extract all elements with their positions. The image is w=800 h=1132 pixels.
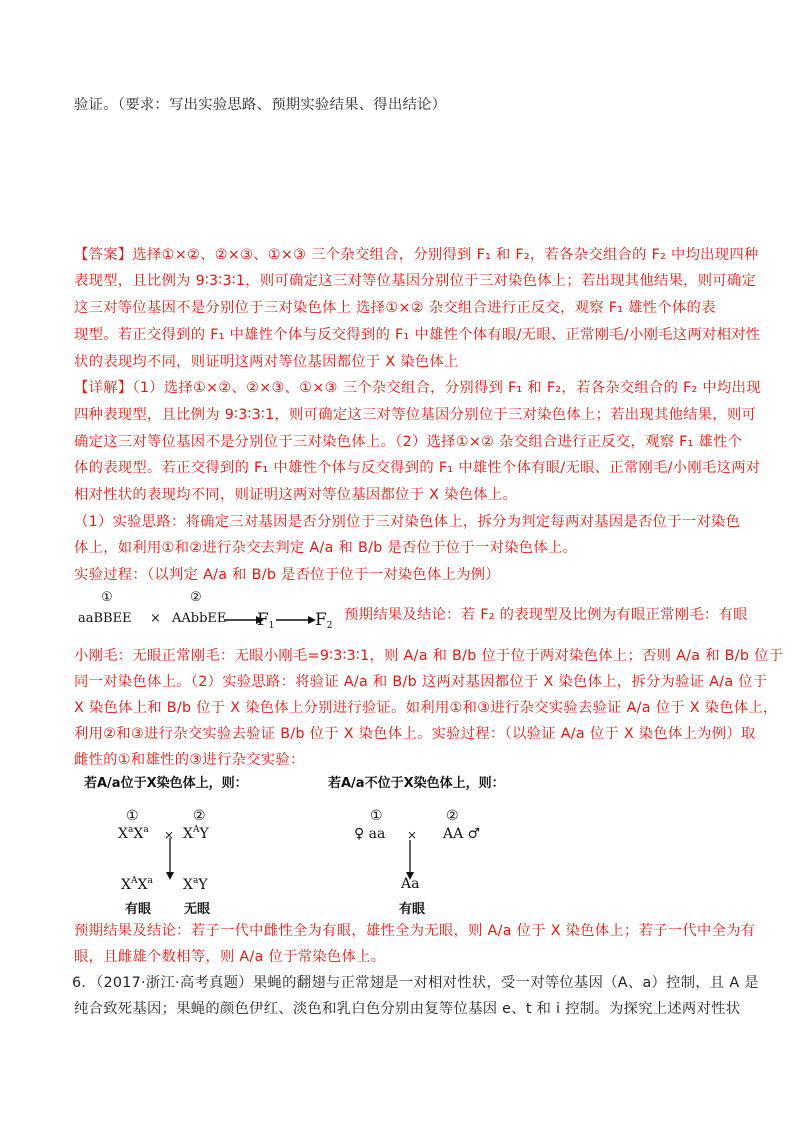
parent-2-number: ② [190, 590, 202, 605]
detail-line-5: 相对性状的表现均不同，则证明这两对等位基因都位于 X 染色体上。 [74, 487, 518, 503]
parent-1-genotype: aaBBEE [78, 611, 132, 626]
detail-line-4: 体的表现型。若正交得到的 F₁ 中雄性个体与反交得到的 F₁ 中雄性个体有眼/无眼、正常刚毛/小刚毛这两对 [74, 460, 761, 476]
offspring-female-phenotype: 有眼 [125, 902, 152, 917]
detail-line-13: 利用②和③进行杂交实验去验证 B/b 位于 X 染色体上。实验过程：（以验证 A/a 位于 X 染色体上为例）取 [74, 726, 756, 742]
question-6-line-1: 6．（2017·浙江·高考真题）果蝇的翻翅与正常翅是一对相对性状，受一对等位基因（A、a）控制，且 A 是 [72, 975, 759, 991]
detail-line-10: 小刚毛：无眼正常刚毛：无眼小刚毛=9∶3∶3∶1，则 A/a 和 B/b 位于位于两对染色体上；否则 A/a 和 B/b 位于 [74, 648, 784, 664]
parent-2-genotype: AA ♂ [443, 826, 481, 842]
offspring-female-genotype: $X^AX^a$ [121, 876, 153, 893]
parent-2-number: ② [446, 808, 459, 824]
parent-1-number: ① [101, 590, 113, 605]
parent-2-genotype: $X^AY$ [183, 825, 209, 842]
arrow-down [166, 838, 176, 882]
detail-line-12: X 染色体上和 B/b 位于 X 染色体上分别进行验证。如利用①和③进行杂交实验去验证 A/a 位于 X 染色体上， [74, 700, 778, 716]
parent-2-genotype: AAbbEE [172, 611, 227, 626]
parent-1-number: ① [370, 808, 383, 824]
parent-1-genotype: ♀ aa [354, 826, 386, 842]
detail-line-3: 确定这三对等位基因不是分别位于三对染色体上。（2）选择①×② 杂交组合进行正反交，观察 F₁ 雄性个 [74, 434, 743, 450]
offspring-phenotype: 有眼 [399, 902, 426, 917]
arrow-to-f2 [276, 612, 316, 626]
detail-line-15: 预期结果及结论：若子一代中雌性全为有眼，雄性全为无眼，则 A/a 位于 X 染色体上；若子一代中全为有 [74, 923, 756, 939]
offspring-male-phenotype: 无眼 [184, 902, 211, 917]
answer-line-5: 状的表现均不同，则证明这两对等位基因都位于 X 染色体上 [74, 354, 459, 370]
detail-line-7: 体上，如利用①和②进行杂交去判定 A/a 和 B/b 是否位于位于一对染色体上。 [74, 540, 578, 556]
diagram-3-title: 若A/a不位于X染色体上，则： [328, 776, 505, 791]
f2-label: $F_2$ [315, 610, 333, 631]
detail-line-14: 雌性的①和雄性的③进行杂交实验： [74, 752, 305, 768]
question-tail: 验证。（要求：写出实验思路、预期实验结果、得出结论） [74, 97, 447, 113]
detail-line-11: 同一对染色体上。（2）实验思路：将验证 A/a 和 B/b 这两对基因都位于 X 染色体上，拆分为验证 A/a 位于 [74, 674, 768, 690]
f1-label: $F_1$ [257, 610, 275, 631]
cross-symbol: × [407, 828, 418, 842]
cross-symbol: × [164, 828, 175, 842]
parent-2-number: ② [193, 808, 206, 824]
offspring-male-genotype: $X^aY$ [183, 876, 208, 893]
parent-1-number: ① [126, 808, 139, 824]
answer-line-4: 现型。若正交得到的 F₁ 中雄性个体与反交得到的 F₁ 中雄性个体有眼/无眼、正常刚毛/小刚毛这两对相对性 [74, 327, 761, 343]
diagram-2-title: 若A/a位于X染色体上，则： [84, 776, 248, 791]
question-6-line-2: 纯合致死基因；果蝇的颜色伊红、淡色和乳白色分别由复等位基因 e、t 和 i 控制。为探究上述两对性状 [74, 1001, 741, 1017]
parent-1-genotype: $X^aX^a$ [118, 825, 149, 842]
answer-line-3: 这三对等位基因不是分别位于三对染色体上 选择①×② 杂交组合进行正反交，观察 F₁ 雄性个体的表 [74, 300, 716, 316]
detail-line-16: 眼，且雌雄个数相等，则 A/a 位于常染色体上。 [74, 949, 386, 965]
answer-line-1: 【答案】选择①×②、②×③、①×③ 三个杂交组合，分别得到 F₁ 和 F₂，若各杂交组合的 F₂ 中均出现四种 [74, 247, 759, 263]
cross-symbol: × [150, 611, 161, 626]
detail-line-2: 四种表现型，且比例为 9∶3∶3∶1，则可确定这三对等位基因分别位于三对染色体上；若出现其他结果，则可 [74, 407, 757, 423]
detail-line-1: 【详解】（1）选择①×②、②×③、①×③ 三个杂交组合，分别得到 F₁ 和 F₂，若各杂交组合的 F₂ 中均出现 [74, 380, 761, 396]
offspring-genotype: Aa [401, 876, 420, 892]
detail-line-8: 实验过程：（以判定 A/a 和 B/b 是否位于位于一对染色体上为例） [74, 567, 501, 583]
detail-line-9: 预期结果及结论：若 F₂ 的表现型及比例为有眼正常刚毛：有眼 [344, 607, 748, 623]
detail-line-6: （1）实验思路：将确定三对基因是否分别位于三对染色体上，拆分为判定每两对基因是否位于一对染色 [74, 514, 741, 530]
answer-line-2: 表现型，且比例为 9∶3∶3∶1，则可确定这三对等位基因分别位于三对染色体上；若出现其他结果，则可确定 [74, 273, 757, 289]
